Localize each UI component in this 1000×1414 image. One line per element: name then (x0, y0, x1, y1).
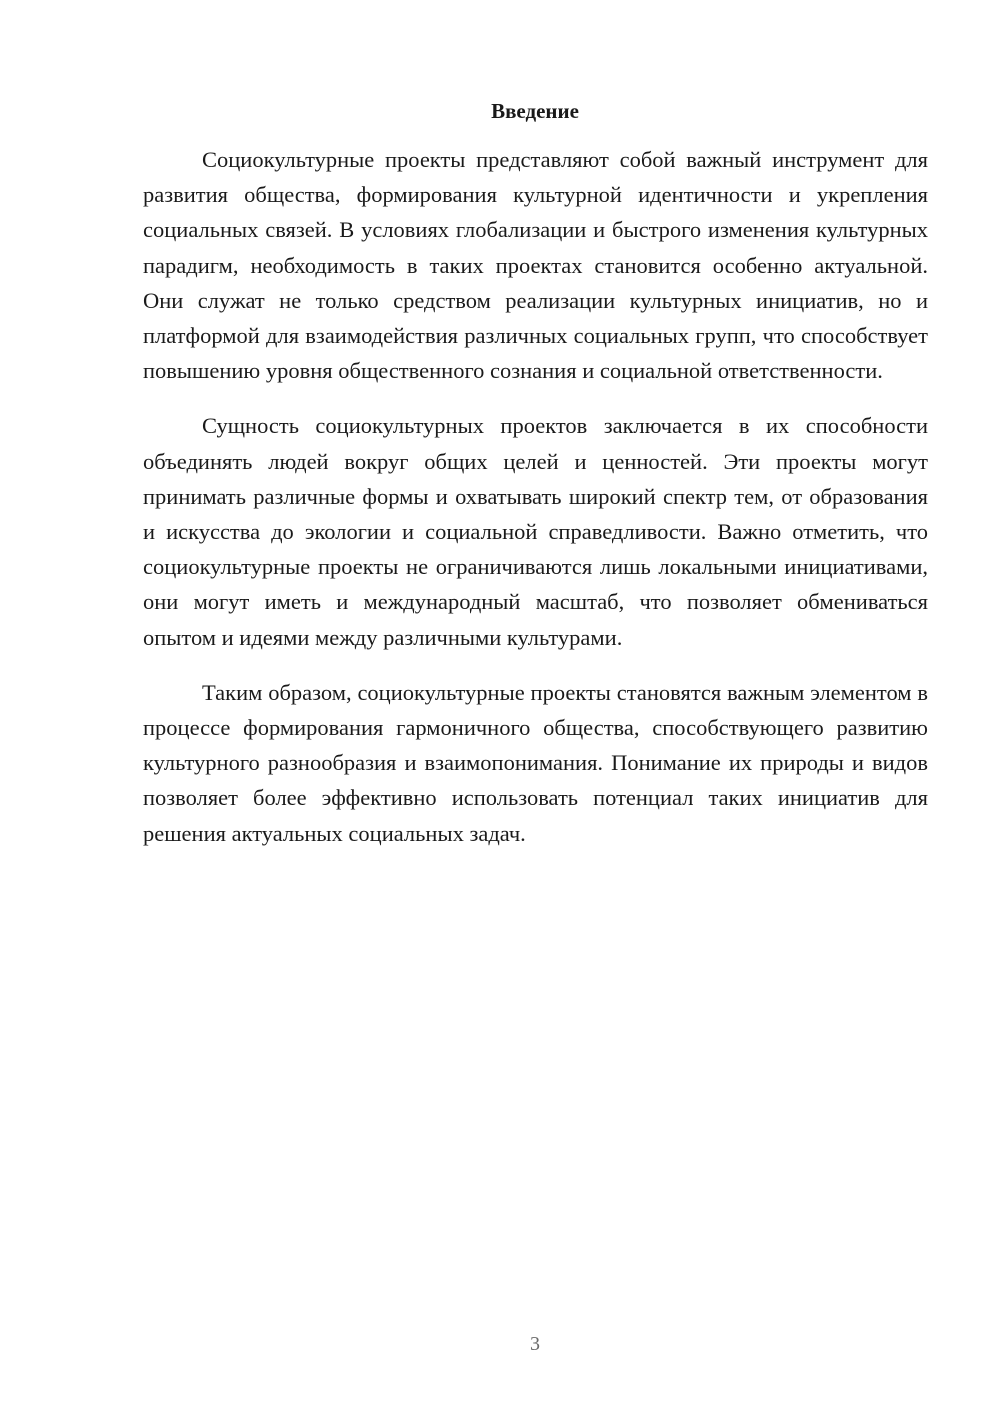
paragraph-3: Таким образом, социокультурные проекты становятся важным элементом в процессе формирования гармоничного общества, способствующего развитию культурного разнообразия и взаимопонимания. Понимание их природы и видов позволяет более эффективно использовать потенциал таких инициатив для решения актуальных социальных задач. (143, 679, 928, 846)
paragraph-2: Сущность социокультурных проектов заключается в их способности объединять людей вокруг общих целей и ценностей. Эти проекты могут принимать различные формы и охватывать широкий спектр тем, от образования и искусства до экологии и социальной справедливости. Важно отметить, что социокультурные проекты не ограничиваются лишь локальными инициативами, они могут иметь и международный масштаб, что позволяет обмениваться опытом и идеями между различными культурами. (143, 413, 928, 650)
paragraph-1: Социокультурные проекты представляют собой важный инструмент для развития общества, формирования культурной идентичности и укрепления социальных связей. В условиях глобализации и быстрого изменения культурных парадигм, необходимость в таких проектах становится особенно актуальной. Они служат не только средством реализации культурных инициатив, но и платформой для взаимодействия различных социальных групп, что способствует повышению уровня общественного сознания и социальной ответственности. (143, 147, 928, 384)
page-number: 3 (530, 1333, 540, 1355)
section-title: Введение (491, 99, 579, 123)
body-text (143, 142, 928, 871)
